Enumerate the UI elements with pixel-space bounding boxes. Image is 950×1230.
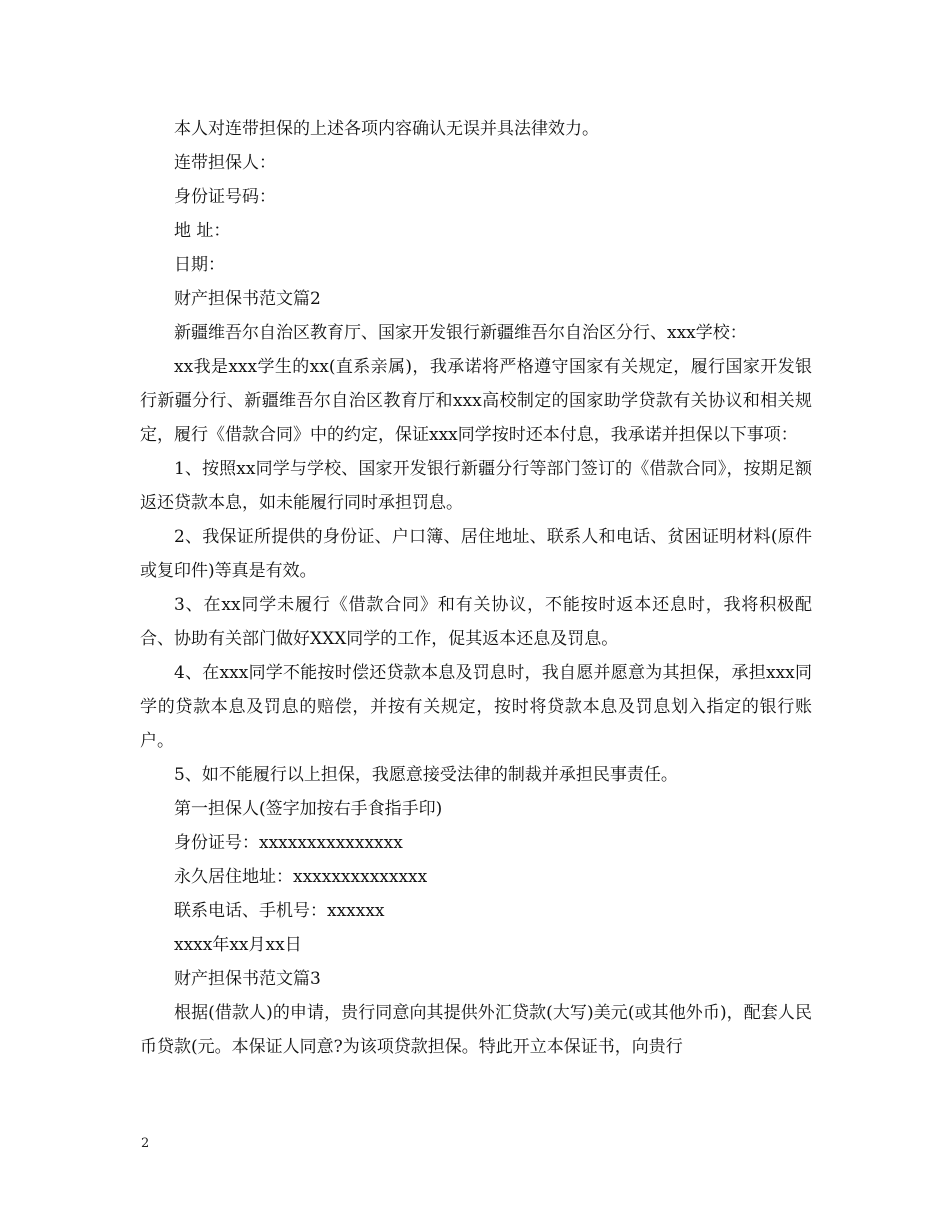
paragraph-address: 地 址： <box>174 221 231 241</box>
document-body <box>140 112 812 1064</box>
paragraph-item-3: 3、在xx同学未履行《借款合同》和有关协议，不能按时返本还息时，我将积极配合、协助有关部门做好XXX同学的工作，促其返本还息及罚息。 <box>140 595 812 649</box>
paragraph-commitment: xx我是xxx学生的xx(直系亲属)，我承诺将严格遵守国家有关规定，履行国家开发银行新疆分行、新疆维吾尔自治区教育厅和xxx高校制定的国家助学贷款有关协议和相关规定，履行《借款合同》中的约定，保证xxx同学按时还本付息，我承诺并担保以下事项： <box>140 357 812 445</box>
paragraph-id-card: 身份证号：xxxxxxxxxxxxxxx <box>174 833 403 853</box>
section-title-2: 财产担保书范文篇2 <box>174 289 321 309</box>
paragraph-confirmation: 本人对连带担保的上述各项内容确认无误并具法律效力。 <box>174 119 599 139</box>
page-number: 2 <box>141 1136 150 1151</box>
paragraph-first-guarantor: 第一担保人(签字加按右手食指手印) <box>174 799 443 819</box>
paragraph-item-2: 2、我保证所提供的身份证、户口簿、居住地址、联系人和电话、贫困证明材料(原件或复印件)等真是有效。 <box>140 527 812 581</box>
paragraph-id-number: 身份证号码： <box>174 187 276 207</box>
paragraph-date: 日期： <box>174 255 225 275</box>
paragraph-phone: 联系电话、手机号：xxxxxx <box>174 901 385 921</box>
paragraph-permanent-address: 永久居住地址：xxxxxxxxxxxxxx <box>174 867 428 887</box>
paragraph-joint-guarantor: 连带担保人： <box>174 153 276 173</box>
paragraph-item-4: 4、在xxx同学不能按时偿还贷款本息及罚息时，我自愿并愿意为其担保，承担xxx同学的贷款本息及罚息的赔偿，并按有关规定，按时将贷款本息及罚息划入指定的银行账户。 <box>140 663 812 751</box>
paragraph-item-5: 5、如不能履行以上担保，我愿意接受法律的制裁并承担民事责任。 <box>174 765 678 785</box>
paragraph-addressee: 新疆维吾尔自治区教育厅、国家开发银行新疆维吾尔自治区分行、xxx学校： <box>174 323 747 343</box>
paragraph-loan-guarantee: 根据(借款人)的申请，贵行同意向其提供外汇贷款(大写)美元(或其他外币)，配套人民币贷款(元。本保证人同意?为该项贷款担保。特此开立本保证书，向贵行 <box>140 1003 812 1057</box>
section-title-3: 财产担保书范文篇3 <box>174 969 321 989</box>
paragraph-item-1: 1、按照xx同学与学校、国家开发银行新疆分行等部门签订的《借款合同》，按期足额返还贷款本息，如未能履行同时承担罚息。 <box>140 459 812 513</box>
paragraph-sign-date: xxxx年xx月xx日 <box>174 935 302 955</box>
